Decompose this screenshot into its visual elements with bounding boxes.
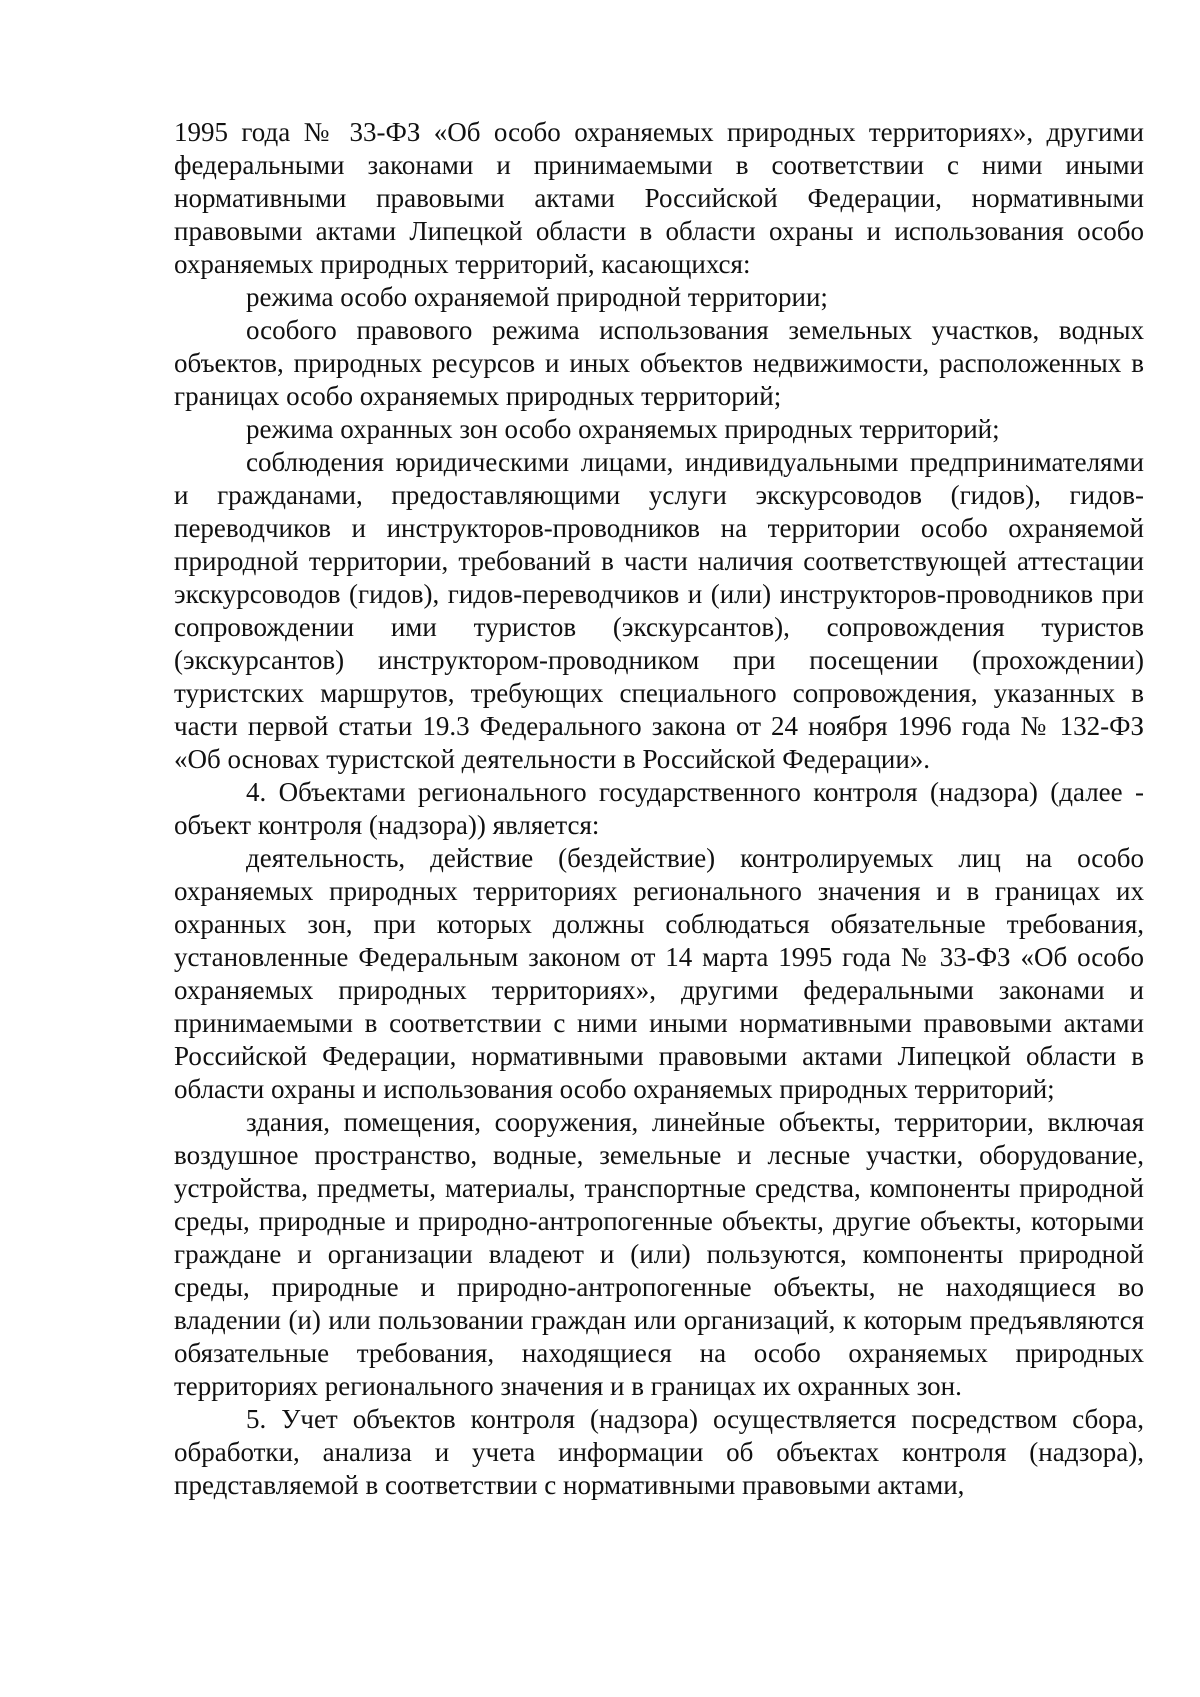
paragraph-guides-compliance: соблюдения юридическими лицами, индивидуальными предпринимателями и гражданами, предоставляющими услуги экскурсоводов (гидов), гидов-переводчиков и инструкторов-проводников на территории особо охраняемой природной территории, требований в части наличия соответствующей аттестации экскурсоводов (гидов), гидов-переводчиков и (или) инструкторов-проводников при сопровождении ими туристов (экскурсантов), сопровождения туристов (экскурсантов) инструктором-проводником при посещении (прохождении) туристских маршрутов, требующих специального сопровождения, указанных в части первой статьи 19.3 Федерального закона от 24 ноября 1996 года № 132-ФЗ «Об основах туристской деятельности в Российской Федерации». bbox=[174, 447, 1144, 774]
paragraph-buildings: здания, помещения, сооружения, линейные объекты, территории, включая воздушное пространство, водные, земельные и лесные участки, оборудование, устройства, предметы, материалы, транспортные средства, компоненты природной среды, природные и природно-антропогенные объекты, другие объекты, которыми граждане и организации владеют и (или) пользуются, компоненты природной среды, природные и природно-антропогенные объекты, не находящиеся во владении (и) или пользовании граждан или организаций, к которым предъявляются обязательные требования, находящиеся на особо охраняемых природных территориях регионального значения и в границах их охранных зон. bbox=[174, 1107, 1144, 1401]
paragraph-legal-regime-land: особого правового режима использования земельных участков, водных объектов, природных ресурсов и иных объектов недвижимости, расположенных в границах особо охраняемых природных территорий; bbox=[174, 315, 1144, 411]
paragraph-continuation: 1995 года № 33-ФЗ «Об особо охраняемых природных территориях», другими федеральными законами и принимаемыми в соответствии с ними иными нормативными правовыми актами Российской Федерации, нормативными правовыми актами Липецкой области в области охраны и использования особо охраняемых природных территорий, касающихся: bbox=[174, 117, 1144, 279]
document-body bbox=[174, 116, 1144, 1502]
paragraph-item-5: 5. Учет объектов контроля (надзора) осуществляется посредством сбора, обработки, анализа и учета информации об объектах контроля (надзора), представляемой в соответствии с нормативными правовыми актами, bbox=[174, 1404, 1144, 1500]
paragraph-activity: деятельность, действие (бездействие) контролируемых лиц на особо охраняемых природных территориях регионального значения и в границах их охранных зон, при которых должны соблюдаться обязательные требования, установленные Федеральным законом от 14 марта 1995 года № 33-ФЗ «Об особо охраняемых природных территориях», другими федеральными законами и принимаемыми в соответствии с ними иными нормативными правовыми актами Российской Федерации, нормативными правовыми актами Липецкой области в области охраны и использования особо охраняемых природных территорий; bbox=[174, 843, 1144, 1104]
paragraph-item-4: 4. Объектами регионального государственного контроля (надзора) (далее - объект контроля (надзора)) является: bbox=[174, 777, 1144, 840]
paragraph-protected-zones: режима охранных зон особо охраняемых природных территорий; bbox=[246, 414, 1000, 444]
paragraph-regime-territory: режима особо охраняемой природной территории; bbox=[246, 282, 828, 312]
